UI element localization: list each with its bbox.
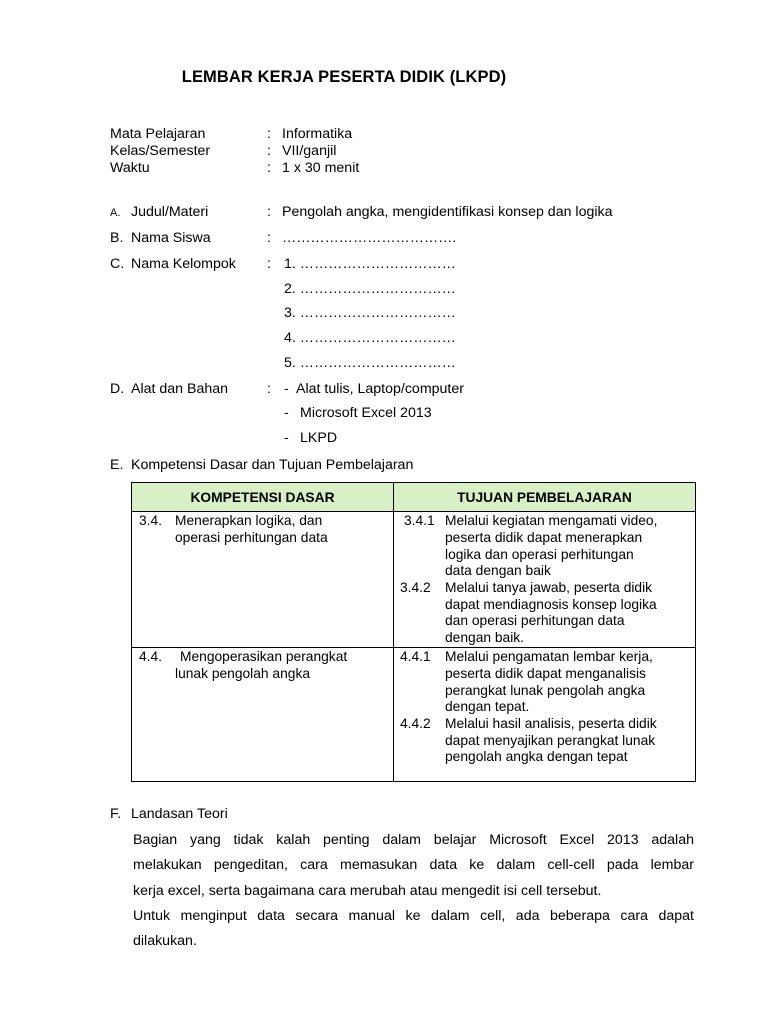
tool-item-3: LKPD — [300, 430, 338, 446]
tp-text: Melalui hasil analisis, peserta didik — [445, 716, 657, 731]
theory-line: Untuk menginput data secara manual ke dalam cell, ada beberapa cara dapat — [133, 908, 694, 924]
tool-dash: - — [284, 430, 289, 446]
section-d-colon: : — [267, 381, 271, 397]
section-b-label: Nama Siswa — [131, 230, 211, 246]
section-a-marker: A. — [110, 207, 121, 219]
identity-colon: : — [267, 160, 271, 176]
tp-text: dan operasi perhitungan data — [445, 613, 625, 628]
kd-text: lunak pengolah angka — [175, 666, 311, 681]
tp-text: peserta didik dapat menerapkan — [445, 530, 643, 545]
tool-dash: - — [284, 381, 289, 397]
identity-value-class: VII/ganjil — [282, 143, 337, 159]
group-member-4: 4. …………………………… — [284, 330, 456, 346]
tp-text: pengolah angka dengan tepat — [445, 749, 628, 764]
tp-number: 3.4.2 — [400, 580, 431, 595]
kd-text: Menerapkan logika, dan — [175, 513, 323, 528]
section-c-label: Nama Kelompok — [131, 256, 236, 272]
tp-text: perangkat lunak pengolah angka — [445, 683, 646, 698]
section-b-marker: B. — [110, 230, 124, 246]
section-f-label: Landasan Teori — [131, 806, 228, 822]
group-member-1: 1. …………………………… — [284, 256, 456, 272]
tp-text: dapat menyajikan perangkat lunak — [445, 733, 656, 748]
competency-table — [131, 482, 696, 782]
section-e-marker: E. — [110, 457, 124, 473]
tp-text: logika dan operasi perhitungan — [445, 547, 634, 562]
tp-number: 4.4.2 — [400, 716, 431, 731]
kd-text: operasi perhitungan data — [175, 530, 328, 545]
tp-number: 3.4.1 — [404, 513, 435, 528]
theory-line: melakukan pengeditan, cara memasukan data ke dalam cell-cell pada lembar — [133, 857, 694, 873]
tp-text: dengan tepat. — [445, 699, 530, 714]
tp-cell — [394, 648, 696, 782]
section-d-marker: D. — [110, 381, 125, 397]
kd-number: 4.4. — [139, 649, 163, 664]
tp-text: Melalui tanya jawab, peserta didik — [445, 580, 653, 595]
identity-label-class: Kelas/Semester — [110, 143, 211, 159]
kd-text: Mengoperasikan perangkat — [180, 649, 348, 664]
identity-colon: : — [267, 126, 271, 142]
table-row — [132, 512, 696, 648]
table-header-tp: TUJUAN PEMBELAJARAN — [394, 483, 696, 512]
theory-line: dilakukan. — [133, 933, 197, 949]
tp-text: data dengan baik — [445, 563, 551, 578]
tp-text: dengan baik. — [445, 630, 525, 645]
section-a-label: Judul/Materi — [131, 204, 209, 220]
tp-cell — [394, 512, 696, 648]
tp-number: 4.4.1 — [400, 649, 431, 664]
identity-value-time: 1 x 30 menit — [282, 160, 360, 176]
section-c-colon: : — [267, 256, 271, 272]
group-member-5: 5. …………………………… — [284, 355, 456, 371]
section-d-label: Alat dan Bahan — [131, 381, 229, 397]
section-a-colon: : — [267, 204, 271, 220]
kd-number: 3.4. — [139, 513, 163, 528]
theory-line: kerja excel, serta bagaimana cara merubah atau mengedit isi cell tersebut. — [133, 883, 602, 899]
section-b-value: ………………………………. — [282, 230, 457, 246]
tp-text: Melalui pengamatan lembar kerja, — [445, 649, 653, 664]
theory-line: Bagian yang tidak kalah penting dalam belajar Microsoft Excel 2013 adalah — [133, 832, 694, 848]
section-e-label: Kompetensi Dasar dan Tujuan Pembelajaran — [131, 457, 414, 473]
tp-text: peserta didik dapat menganalisis — [445, 666, 646, 681]
group-member-2: 2. …………………………… — [284, 281, 456, 297]
table-header-kd: KOMPETENSI DASAR — [132, 483, 394, 512]
group-member-3: 3. …………………………… — [284, 305, 456, 321]
section-f-marker: F. — [110, 806, 122, 822]
table-row — [132, 648, 696, 782]
kd-cell — [132, 512, 394, 648]
page-title: LEMBAR KERJA PESERTA DIDIK (LKPD) — [181, 68, 507, 86]
identity-label-subject: Mata Pelajaran — [110, 126, 206, 142]
section-b-colon: : — [267, 230, 271, 246]
tp-text: Melalui kegiatan mengamati video, — [445, 513, 658, 528]
tool-dash: - — [284, 405, 289, 421]
kd-cell — [132, 648, 394, 782]
section-c-marker: C. — [110, 256, 125, 272]
tool-item-1: Alat tulis, Laptop/computer — [296, 381, 464, 397]
identity-value-subject: Informatika — [282, 126, 353, 142]
section-a-value: Pengolah angka, mengidentifikasi konsep dan logika — [282, 204, 613, 220]
tp-text: dapat mendiagnosis konsep logika — [445, 597, 657, 612]
tool-item-2: Microsoft Excel 2013 — [300, 405, 432, 421]
identity-colon: : — [267, 143, 271, 159]
identity-label-time: Waktu — [110, 160, 150, 176]
